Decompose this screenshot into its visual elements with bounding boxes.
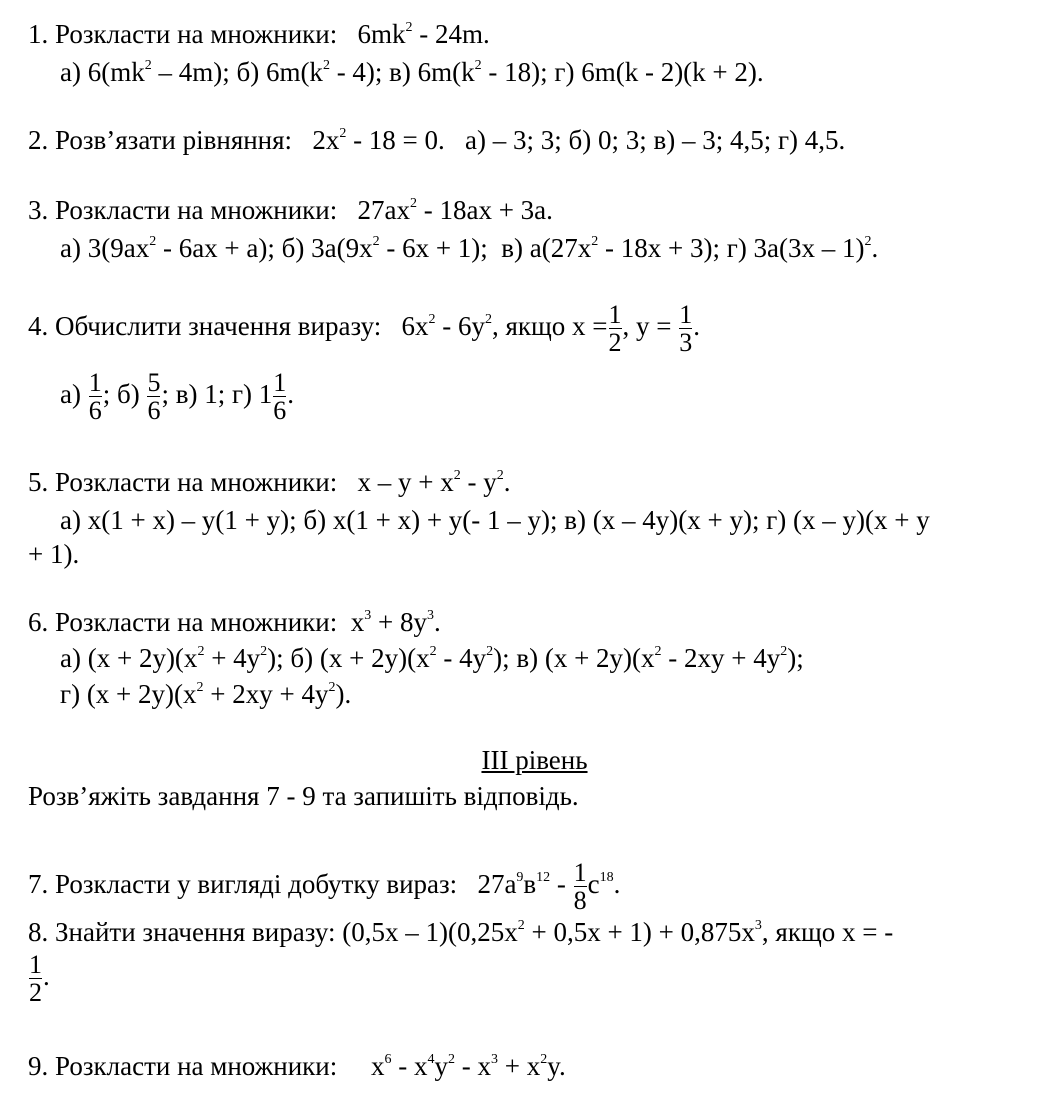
- task-3-text: Розкласти на множники:: [55, 195, 338, 225]
- task-2-text: Розв’язати рівняння:: [55, 125, 293, 155]
- task-3-options: а) $3(9ax^2 - 6ax + a)$; б) $3a(9x^2 - 6x + 1)$; в) $a(27x^2 - 18x + 3)$; г) 3a(3x – 1)$^2$.: [60, 233, 879, 263]
- task-1-line: 1. Розкласти на множники: $6mk^2 - 24m$.: [28, 19, 490, 49]
- level-instruction: Розв’яжіть завдання 7 - 9 та запишіть відповідь.: [28, 781, 579, 811]
- task-2-line: 2. Розв’язати рівняння: $2x^2 - 18 = 0$. а) – 3; 3; б) 0; 3; в) – 3; 4,5; г) 4,5.: [28, 125, 846, 155]
- task-4-options: а) $\frac{1}{6}$ ; б) $\frac{5}{6}$ ; в) 1; г) 1 $\frac{1}{6}$ .: [60, 368, 295, 425]
- task-5-options: а) x(1 + x) – y(1 + y); б) x(1 + x) + y(- 1 – y); в) (x – 4y)(x + y); г) (x – y)(x + y: [60, 505, 930, 535]
- task-3-line: 3. Розкласти на множники: $27ax^2 - 18ax + 3a$.: [28, 195, 553, 225]
- task-7-line: 7. Розкласти у вигляді добутку вираз: $27a^9в^{12}$ - $\frac{1}{8}$ $c^{18}$.: [28, 858, 621, 915]
- task-9-line: 9. Розкласти на множники: $x^6 - x^4y^2 - x^3 + x^2y$.: [28, 1051, 566, 1081]
- task-4-text: Обчислити значення виразу:: [55, 311, 382, 342]
- task-6-options: а) $(x + 2y)(x^2 + 4y^2)$; б) $(x + 2y)(x^2 - 4y^2)$; в) $(x + 2y)(x^2 - 2xy + 4y^2)$;: [60, 643, 804, 673]
- task-9-text: Розкласти на множники:: [55, 1051, 338, 1081]
- task-8-fraction: $\frac{1}{2}$ .: [29, 950, 50, 1007]
- task-2-options: а) – 3; 3; б) 0; 3; в) – 3; 4,5; г) 4,5.: [465, 125, 846, 155]
- task-5-line: 5. Розкласти на множники: $x - y + x^2 - y^2$.: [28, 467, 511, 497]
- task-6-text: Розкласти на множники:: [55, 607, 338, 637]
- task-7-text: Розкласти у вигляді добутку вираз:: [55, 869, 458, 900]
- task-8-line: 8. Знайти значення виразу: $(0,5x - 1)(0,25x^2 + 0,5x + 1) + 0,875x^3$, якщо x = -: [28, 917, 894, 947]
- task-5-text: Розкласти на множники:: [55, 467, 338, 497]
- task-6-line: 6. Розкласти на множники: $x^3 + 8y^3$.: [28, 607, 441, 637]
- task-1-text: Розкласти на множники:: [55, 19, 338, 49]
- task-4-line: 4. Обчислити значення виразу: $6x^2 - 6y^2$, якщо x = $\frac{1}{2}$ , y = $\frac{1}{3}$ .: [28, 300, 701, 357]
- fraction-y: $\frac{1}{3}$: [679, 300, 693, 357]
- task-1-options: а) $6(mk^2 - 4m)$; б) $6m(k^2 - 4)$; в) $6m(k^2 - 18)$; г) 6m(k - 2)(k + 2).: [60, 57, 764, 87]
- task-8-text: Знайти значення виразу:: [55, 917, 336, 947]
- fraction-x: $\frac{1}{2}$: [608, 300, 622, 357]
- task-6-options-cont: г) $(x + 2y)(x^2 + 2xy + 4y^2)$.: [60, 679, 352, 709]
- task-5-options-cont: + 1).: [28, 539, 80, 569]
- level-heading: ІІІ рівень: [481, 745, 588, 775]
